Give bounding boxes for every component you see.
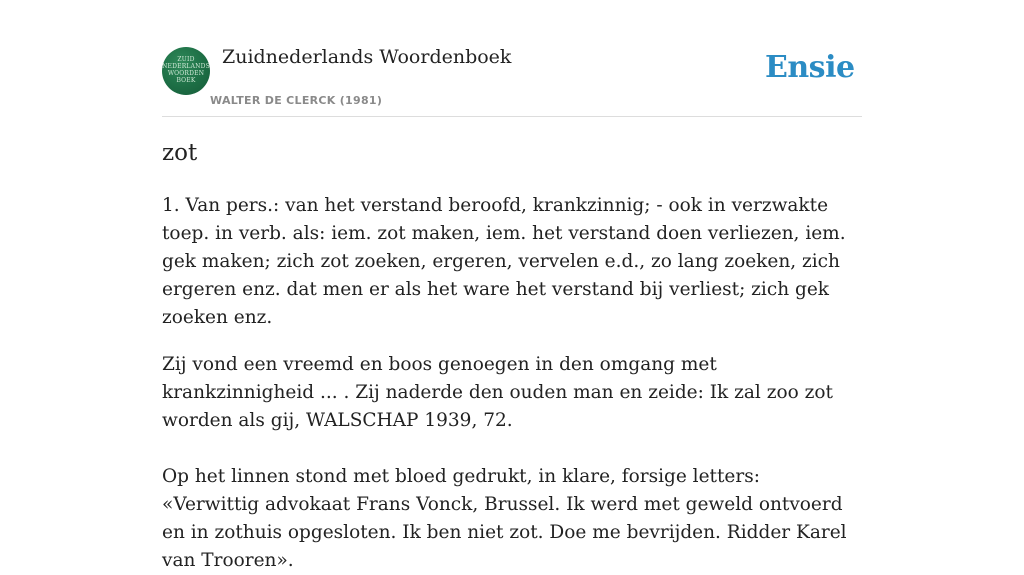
logo-line: BOEK <box>176 77 196 84</box>
headword: zot <box>162 140 198 166</box>
definition-text: 1. Van pers.: van het verstand beroofd, krankzinnig; - ook in verzwakte toep. in verb. als: iem. zot maken, iem. het verstand doen verliezen, iem. gek maken; zich zot zoeken, ergeren, vervelen e.d., zo lang zoeken, zich ergeren enz. dat men er als het ware het verstand bij verliest; zich gek zoeken enz. <box>162 195 846 328</box>
quote-text: Op het linnen stond met bloed gedrukt, in klare, forsige letters: «Verwittig advokaat Frans Vonck, Brussel. Ik werd met geweld ontvoerd en in zothuis opgesloten. Ik ben niet zot. Doe me bevrijden. Ridder Karel van Trooren». <box>162 466 847 571</box>
logo-line: ZUID <box>177 56 195 63</box>
logo-line: WOORDEN <box>167 70 205 77</box>
book-author: WALTER DE CLERCK (1981) <box>210 94 383 107</box>
site-header <box>162 40 862 117</box>
book-logo-icon[interactable] <box>162 47 210 95</box>
book-title-link[interactable]: Zuidnederlands Woordenboek <box>222 46 512 68</box>
entry-content <box>162 192 862 575</box>
logo-text <box>162 56 210 84</box>
logo-line: NEDERLANDS <box>162 63 210 70</box>
brand-logo-link[interactable]: Ensie <box>765 50 855 85</box>
quote-text: Zij vond een vreemd en boos genoegen in den omgang met krankzinnigheid ... . Zij naderde den ouden man en zeide: Ik zal zoo zot worden als gij, WALSCHAP 1939, 72. <box>162 354 833 431</box>
